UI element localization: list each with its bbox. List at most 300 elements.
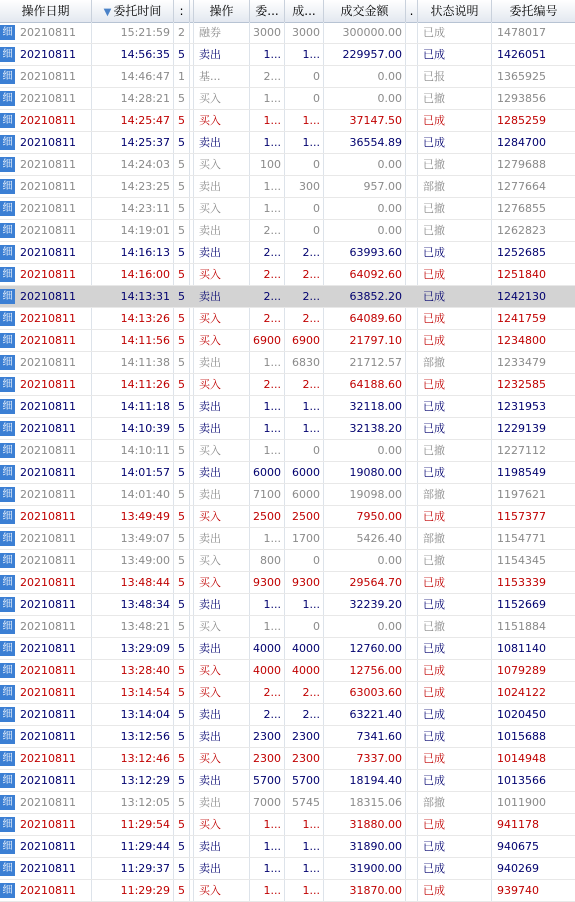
cell-qty: 1...: [263, 114, 281, 127]
cell-c3: 5: [178, 224, 185, 237]
cell-qty: 1...: [263, 202, 281, 215]
col-header-amount[interactable]: [324, 0, 406, 22]
cell-amt: 32239.20: [349, 598, 402, 611]
cell-status: 已成: [423, 26, 445, 39]
cell-op: 卖出: [199, 400, 221, 413]
cell-c3: 5: [178, 664, 185, 677]
cell-status: 已成: [423, 708, 445, 721]
col-header-deal[interactable]: [285, 0, 324, 22]
cell-deal: 3000: [292, 26, 320, 39]
cell-date: 20210811: [20, 576, 76, 589]
table-row[interactable]: [0, 748, 575, 770]
cell-deal: 0: [313, 554, 320, 567]
detail-icon-label: 细: [0, 553, 15, 568]
cell-op: 卖出: [199, 180, 221, 193]
cell-amt: 31890.00: [349, 840, 402, 853]
detail-icon[interactable]: [0, 286, 18, 307]
cell-deal: 0: [313, 444, 320, 457]
detail-icon[interactable]: [0, 66, 18, 87]
cell-no: 941178: [497, 818, 539, 831]
cell-time: 13:14:04: [120, 708, 170, 721]
detail-icon-label: 细: [0, 509, 15, 524]
cell-time: 14:25:47: [120, 114, 170, 127]
cell-deal: 1...: [302, 884, 320, 897]
cell-amt: 64089.60: [349, 312, 402, 325]
cell-status: 已成: [423, 774, 445, 787]
detail-icon-label: 细: [0, 839, 15, 854]
cell-time: 14:11:26: [120, 378, 170, 391]
cell-deal: 2500: [292, 510, 320, 523]
cell-amt: 64092.60: [349, 268, 402, 281]
cell-qty: 5700: [253, 774, 281, 787]
detail-icon-label: 细: [0, 289, 15, 304]
col-header-status[interactable]: [418, 0, 492, 22]
detail-icon-label: 细: [0, 355, 15, 370]
cell-time: 13:12:46: [120, 752, 170, 765]
cell-deal: 300: [299, 180, 320, 193]
detail-icon[interactable]: [0, 396, 18, 417]
cell-deal: 2300: [292, 730, 320, 743]
cell-time: 14:19:01: [120, 224, 170, 237]
cell-qty: 9300: [253, 576, 281, 589]
detail-icon[interactable]: [0, 154, 18, 175]
table-row[interactable]: [0, 836, 575, 858]
cell-status: 已成: [423, 884, 445, 897]
cell-date: 20210811: [20, 642, 76, 655]
cell-status: 已成: [423, 752, 445, 765]
cell-time: 14:13:31: [120, 290, 170, 303]
detail-icon[interactable]: [0, 770, 18, 791]
cell-no: 1232585: [497, 378, 546, 391]
cell-qty: 6900: [253, 334, 281, 347]
cell-no: 1013566: [497, 774, 546, 787]
cell-no: 1252685: [497, 246, 546, 259]
cell-no: 1251840: [497, 268, 546, 281]
table-row[interactable]: [0, 242, 575, 264]
table-row[interactable]: [0, 88, 575, 110]
cell-date: 20210811: [20, 246, 76, 259]
cell-amt: 64188.60: [349, 378, 402, 391]
cell-qty: 2...: [263, 378, 281, 391]
cell-status: 已成: [423, 48, 445, 61]
cell-c3: 5: [178, 708, 185, 721]
cell-amt: 31870.00: [349, 884, 402, 897]
col-header-time[interactable]: [92, 0, 174, 22]
col-header-c8[interactable]: [406, 0, 418, 22]
cell-amt: 63003.60: [349, 686, 402, 699]
table-row[interactable]: [0, 814, 575, 836]
cell-deal: 1...: [302, 48, 320, 61]
cell-no: 1241759: [497, 312, 546, 325]
detail-icon[interactable]: [0, 264, 18, 285]
cell-amt: 63221.40: [349, 708, 402, 721]
table-row[interactable]: [0, 682, 575, 704]
detail-icon[interactable]: [0, 726, 18, 747]
cell-time: 13:12:56: [120, 730, 170, 743]
cell-c3: 5: [178, 554, 185, 567]
cell-op: 卖出: [199, 422, 221, 435]
detail-icon[interactable]: [0, 682, 18, 703]
detail-icon[interactable]: [0, 198, 18, 219]
cell-amt: 32118.00: [349, 400, 402, 413]
detail-icon-label: 细: [0, 883, 15, 898]
detail-icon-label: 细: [0, 135, 15, 150]
cell-time: 14:16:00: [120, 268, 170, 281]
detail-icon[interactable]: [0, 792, 18, 813]
cell-time: 13:48:34: [120, 598, 170, 611]
cell-c3: 5: [178, 334, 185, 347]
cell-deal: 1...: [302, 400, 320, 413]
cell-op: 卖出: [199, 488, 221, 501]
cell-op: 卖出: [199, 136, 221, 149]
detail-icon[interactable]: [0, 352, 18, 373]
detail-icon[interactable]: [0, 220, 18, 241]
cell-no: 1015688: [497, 730, 546, 743]
cell-amt: 19098.00: [349, 488, 402, 501]
cell-amt: 229957.00: [342, 48, 402, 61]
cell-c3: 5: [178, 774, 185, 787]
table-row[interactable]: [0, 506, 575, 528]
cell-op: 卖出: [199, 796, 221, 809]
cell-c3: 5: [178, 48, 185, 61]
cell-deal: 2300: [292, 752, 320, 765]
detail-icon[interactable]: [0, 572, 18, 593]
detail-icon[interactable]: [0, 330, 18, 351]
cell-amt: 0.00: [377, 554, 402, 567]
detail-icon[interactable]: [0, 242, 18, 263]
cell-no: 1284700: [497, 136, 546, 149]
table-row[interactable]: [0, 308, 575, 330]
cell-time: 13:12:29: [120, 774, 170, 787]
col-header-c3-label: :: [179, 4, 184, 18]
table-row[interactable]: [0, 792, 575, 814]
detail-icon-label: 细: [0, 663, 15, 678]
sort-down-icon: ▼: [103, 7, 112, 18]
col-header-order-no[interactable]: [492, 0, 575, 22]
cell-c3: 5: [178, 290, 185, 303]
detail-icon-label: 细: [0, 597, 15, 612]
table-row[interactable]: [0, 726, 575, 748]
detail-icon[interactable]: [0, 88, 18, 109]
cell-no: 1079289: [497, 664, 546, 677]
cell-no: 1426051: [497, 48, 546, 61]
cell-time: 14:11:56: [120, 334, 170, 347]
cell-status: 已成: [423, 466, 445, 479]
cell-op: 卖出: [199, 290, 221, 303]
detail-icon[interactable]: [0, 814, 18, 835]
cell-date: 20210811: [20, 554, 76, 567]
detail-icon[interactable]: [0, 176, 18, 197]
cell-deal: 6000: [292, 488, 320, 501]
cell-amt: 18194.40: [349, 774, 402, 787]
col-header-c3[interactable]: [174, 0, 190, 22]
cell-amt: 63852.20: [349, 290, 402, 303]
cell-deal: 5700: [292, 774, 320, 787]
col-header-qty[interactable]: [250, 0, 285, 22]
cell-time: 13:49:07: [120, 532, 170, 545]
detail-icon[interactable]: [0, 748, 18, 769]
cell-c3: 5: [178, 180, 185, 193]
detail-icon[interactable]: [0, 132, 18, 153]
cell-deal: 0: [313, 92, 320, 105]
cell-status: 已撤: [423, 620, 445, 633]
detail-icon[interactable]: [0, 550, 18, 571]
cell-op: 买入: [199, 202, 221, 215]
cell-no: 1154345: [497, 554, 546, 567]
detail-icon[interactable]: [0, 704, 18, 725]
col-header-date-label: 操作日期: [21, 4, 70, 18]
cell-c3: 5: [178, 378, 185, 391]
cell-deal: 2...: [302, 686, 320, 699]
cell-date: 20210811: [20, 312, 76, 325]
cell-qty: 2...: [263, 70, 281, 83]
col-header-time-label: 委托时间: [113, 4, 162, 18]
detail-icon-label: 细: [0, 619, 15, 634]
col-header-c8-label: .: [409, 4, 414, 18]
table-row-selected[interactable]: [0, 286, 575, 308]
cell-date: 20210811: [20, 664, 76, 677]
cell-op: 买入: [199, 92, 221, 105]
table-row[interactable]: [0, 858, 575, 880]
detail-icon[interactable]: [0, 110, 18, 131]
cell-c3: 5: [178, 488, 185, 501]
cell-date: 20210811: [20, 70, 76, 83]
cell-c3: 2: [178, 26, 185, 39]
cell-time: 13:49:00: [120, 554, 170, 567]
table-row[interactable]: [0, 110, 575, 132]
cell-no: 1279688: [497, 158, 546, 171]
cell-c3: 5: [178, 158, 185, 171]
cell-date: 20210811: [20, 114, 76, 127]
cell-date: 20210811: [20, 136, 76, 149]
table-row[interactable]: [0, 264, 575, 286]
cell-no: 1234800: [497, 334, 546, 347]
cell-c3: 5: [178, 92, 185, 105]
cell-no: 1227112: [497, 444, 546, 457]
cell-op: 卖出: [199, 730, 221, 743]
table-row[interactable]: [0, 352, 575, 374]
cell-status: 已成: [423, 598, 445, 611]
cell-date: 20210811: [20, 884, 76, 897]
detail-icon-label: 细: [0, 421, 15, 436]
cell-op: 卖出: [199, 48, 221, 61]
cell-qty: 100: [260, 158, 281, 171]
detail-icon[interactable]: [0, 44, 18, 65]
cell-no: 940269: [497, 862, 539, 875]
cell-date: 20210811: [20, 268, 76, 281]
cell-date: 20210811: [20, 224, 76, 237]
table-row[interactable]: [0, 22, 575, 44]
cell-amt: 7337.00: [356, 752, 402, 765]
cell-status: 已撤: [423, 554, 445, 567]
cell-status: 已报: [423, 70, 445, 83]
table-row[interactable]: [0, 440, 575, 462]
detail-icon[interactable]: [0, 506, 18, 527]
cell-op: 买入: [199, 576, 221, 589]
detail-icon-label: 细: [0, 377, 15, 392]
cell-status: 部撤: [423, 180, 445, 193]
detail-icon-label: 细: [0, 91, 15, 106]
cell-amt: 300000.00: [342, 26, 402, 39]
cell-no: 1154771: [497, 532, 546, 545]
cell-deal: 2...: [302, 312, 320, 325]
cell-date: 20210811: [20, 532, 76, 545]
cell-no: 1198549: [497, 466, 546, 479]
cell-c3: 5: [178, 466, 185, 479]
cell-date: 20210811: [20, 466, 76, 479]
detail-icon[interactable]: [0, 616, 18, 637]
detail-icon-label: 细: [0, 817, 15, 832]
detail-icon-label: 细: [0, 707, 15, 722]
table-row[interactable]: [0, 132, 575, 154]
cell-time: 14:16:13: [120, 246, 170, 259]
cell-date: 20210811: [20, 620, 76, 633]
table-row[interactable]: [0, 44, 575, 66]
col-header-status-label: 状态说明: [430, 4, 479, 18]
col-header-op-label: 操作: [209, 4, 234, 18]
cell-status: 已成: [423, 576, 445, 589]
cell-op: 卖出: [199, 356, 221, 369]
cell-c3: 5: [178, 796, 185, 809]
table-row[interactable]: [0, 704, 575, 726]
cell-date: 20210811: [20, 686, 76, 699]
cell-no: 1231953: [497, 400, 546, 413]
detail-icon[interactable]: [0, 440, 18, 461]
table-row[interactable]: [0, 462, 575, 484]
table-row[interactable]: [0, 154, 575, 176]
cell-status: 已成: [423, 268, 445, 281]
table-row[interactable]: [0, 418, 575, 440]
table-row[interactable]: [0, 176, 575, 198]
cell-qty: 2...: [263, 290, 281, 303]
cell-qty: 2...: [263, 246, 281, 259]
cell-deal: 1...: [302, 422, 320, 435]
cell-time: 14:24:03: [120, 158, 170, 171]
cell-date: 20210811: [20, 158, 76, 171]
table-row[interactable]: [0, 572, 575, 594]
cell-c3: 5: [178, 576, 185, 589]
table-row[interactable]: [0, 770, 575, 792]
cell-time: 13:14:54: [120, 686, 170, 699]
col-header-amount-label: 成交金额: [340, 4, 389, 18]
detail-icon-label: 细: [0, 267, 15, 282]
cell-deal: 5745: [292, 796, 320, 809]
detail-icon-label: 细: [0, 311, 15, 326]
cell-amt: 29564.70: [349, 576, 402, 589]
cell-time: 14:23:11: [120, 202, 170, 215]
cell-no: 1014948: [497, 752, 546, 765]
table-row[interactable]: [0, 638, 575, 660]
cell-time: 14:01:57: [120, 466, 170, 479]
cell-time: 15:21:59: [120, 26, 170, 39]
table-row[interactable]: [0, 660, 575, 682]
col-header-deal-label: 成...: [292, 4, 316, 18]
detail-icon[interactable]: [0, 638, 18, 659]
table-row[interactable]: [0, 374, 575, 396]
cell-no: 1277664: [497, 180, 546, 193]
cell-op: 卖出: [199, 246, 221, 259]
table-row[interactable]: [0, 594, 575, 616]
table-row[interactable]: [0, 330, 575, 352]
table-row[interactable]: [0, 66, 575, 88]
cell-c3: 5: [178, 114, 185, 127]
table-row[interactable]: [0, 616, 575, 638]
detail-icon-label: 细: [0, 729, 15, 744]
detail-icon[interactable]: [0, 836, 18, 857]
cell-no: 940675: [497, 840, 539, 853]
cell-op: 买入: [199, 510, 221, 523]
cell-c3: 5: [178, 840, 185, 853]
col-header-op[interactable]: [194, 0, 250, 22]
cell-deal: 0: [313, 620, 320, 633]
cell-op: 卖出: [199, 532, 221, 545]
cell-amt: 0.00: [377, 224, 402, 237]
detail-icon[interactable]: [0, 418, 18, 439]
table-row[interactable]: [0, 528, 575, 550]
detail-icon-label: 细: [0, 201, 15, 216]
cell-status: 部撤: [423, 796, 445, 809]
cell-op: 买入: [199, 620, 221, 633]
detail-icon[interactable]: [0, 484, 18, 505]
detail-icon[interactable]: [0, 374, 18, 395]
cell-qty: 1...: [263, 862, 281, 875]
cell-qty: 1...: [263, 92, 281, 105]
cell-qty: 1...: [263, 598, 281, 611]
col-header-date[interactable]: [0, 0, 92, 22]
detail-icon[interactable]: [0, 594, 18, 615]
detail-icon[interactable]: [0, 308, 18, 329]
detail-icon[interactable]: [0, 660, 18, 681]
cell-qty: 1...: [263, 620, 281, 633]
table-row[interactable]: [0, 396, 575, 418]
cell-c3: 5: [178, 686, 185, 699]
detail-icon[interactable]: [0, 22, 18, 43]
cell-no: 1197621: [497, 488, 546, 501]
cell-deal: 1...: [302, 862, 320, 875]
cell-time: 14:28:21: [120, 92, 170, 105]
cell-status: 已成: [423, 818, 445, 831]
detail-icon[interactable]: [0, 880, 18, 901]
cell-qty: 2300: [253, 752, 281, 765]
detail-icon-label: 细: [0, 531, 15, 546]
detail-icon-label: 细: [0, 443, 15, 458]
table-row[interactable]: [0, 880, 575, 902]
cell-amt: 0.00: [377, 620, 402, 633]
cell-qty: 2...: [263, 708, 281, 721]
cell-amt: 21712.57: [349, 356, 402, 369]
cell-c3: 5: [178, 312, 185, 325]
table-row[interactable]: [0, 220, 575, 242]
table-row[interactable]: [0, 550, 575, 572]
detail-icon[interactable]: [0, 528, 18, 549]
table-row[interactable]: [0, 198, 575, 220]
cell-deal: 0: [313, 158, 320, 171]
cell-qty: 7000: [253, 796, 281, 809]
cell-time: 14:56:35: [120, 48, 170, 61]
cell-time: 14:10:39: [120, 422, 170, 435]
cell-amt: 63993.60: [349, 246, 402, 259]
cell-no: 1285259: [497, 114, 546, 127]
cell-op: 买入: [199, 312, 221, 325]
detail-icon[interactable]: [0, 858, 18, 879]
cell-amt: 19080.00: [349, 466, 402, 479]
table-row[interactable]: [0, 484, 575, 506]
detail-icon-label: 细: [0, 465, 15, 480]
cell-deal: 2...: [302, 378, 320, 391]
cell-date: 20210811: [20, 752, 76, 765]
cell-date: 20210811: [20, 488, 76, 501]
detail-icon[interactable]: [0, 462, 18, 483]
